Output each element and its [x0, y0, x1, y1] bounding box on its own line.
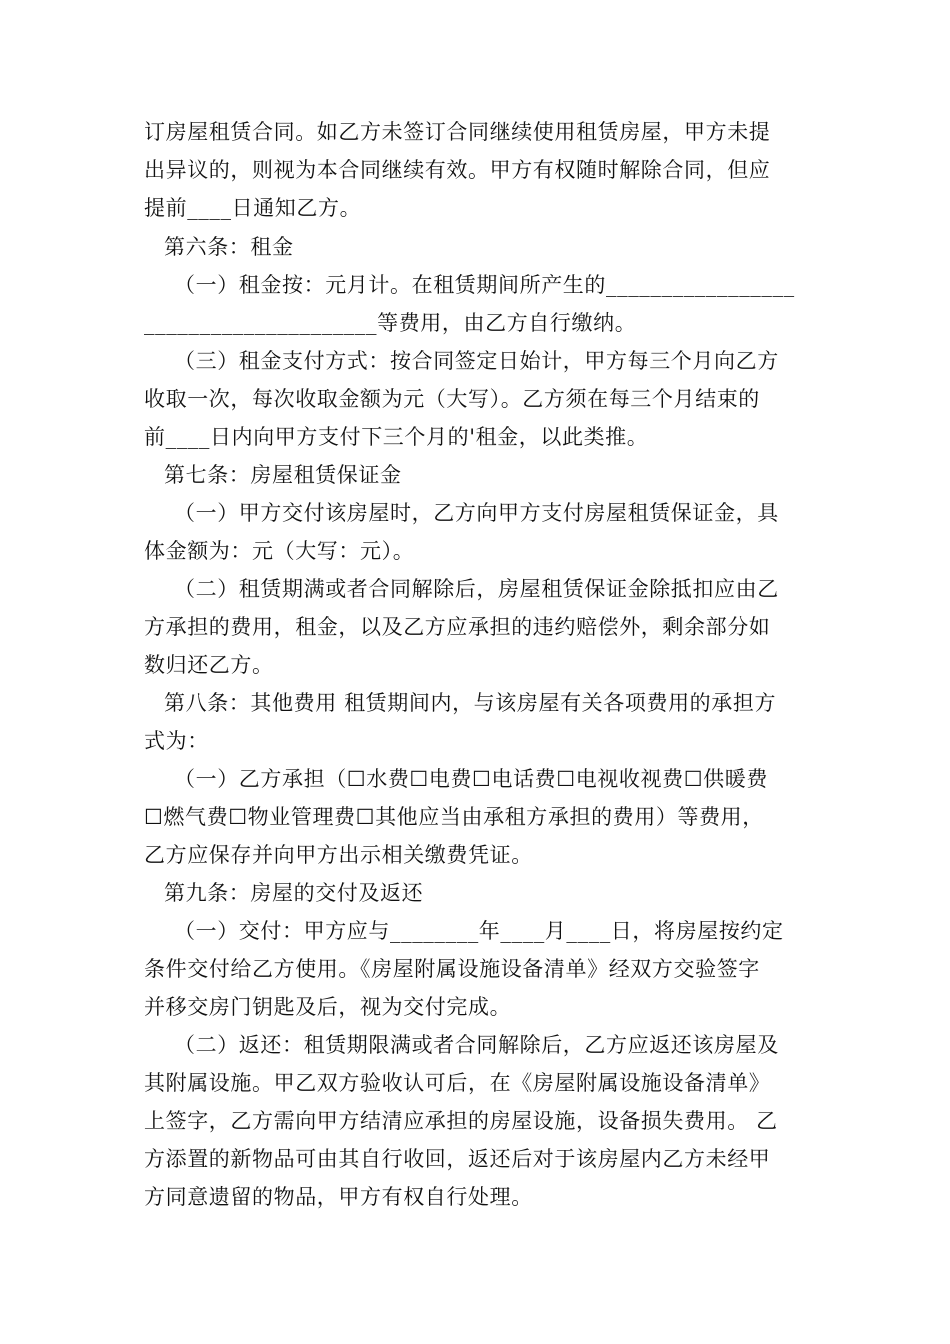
text-line-23: 条件交付给乙方使用。《房屋附属设施设备清单》经双方交验签字 — [144, 957, 760, 981]
text-line-8: 收取一次，每次收取金额为元（大写）。乙方须在每三个月结束的 — [144, 387, 760, 411]
text-line-1: 订房屋租赁合同。如乙方未签订合同继续使用租赁房屋，甲方未提 — [144, 120, 771, 144]
text-line-19: ☐燃气费☐物业管理费☐其他应当由承租方承担的费用）等费用， — [144, 805, 764, 829]
text-line-20: 乙方应保存并向甲方出示相关缴费凭证。 — [144, 843, 533, 867]
article-7-heading: 第七条：房屋租赁保证金 — [164, 463, 402, 487]
text-line-11: （一）甲方交付该房屋时，乙方向甲方支付房屋租赁保证金，具 — [174, 501, 779, 525]
text-line-12: 体金额为：元（大写：元）。 — [144, 539, 415, 563]
text-line-24: 并移交房门钥匙及后，视为交付完成。 — [144, 995, 512, 1019]
text-line-17: 式为： — [144, 729, 209, 753]
text-line-27: 上签字，乙方需向甲方结清应承担的房屋设施，设备损失费用。 乙 — [144, 1109, 778, 1133]
text-line-5: （一）租金按：元月计。在租赁期间所产生的_________________ — [174, 273, 795, 297]
text-line-9: 前____日内向甲方支付下三个月的'租金，以此类推。 — [144, 425, 649, 449]
text-line-14: 方承担的费用，租金，以及乙方应承担的违约赔偿外，剩余部分如 — [144, 615, 771, 639]
article-9-heading: 第九条：房屋的交付及返还 — [164, 881, 424, 905]
text-line-25: （二）返还：租赁期限满或者合同解除后，乙方应返还该房屋及 — [174, 1033, 779, 1057]
text-line-18: （一）乙方承担（☐水费☐电费☐电话费☐电视收视费☐供暖费 — [174, 767, 768, 791]
text-line-26: 其附属设施。甲乙双方验收认可后，在《房屋附属设施设备清单》 — [144, 1071, 771, 1095]
text-line-3: 提前____日通知乙方。 — [144, 196, 362, 220]
text-line-13: （二）租赁期满或者合同解除后，房屋租赁保证金除抵扣应由乙 — [174, 577, 779, 601]
article-8-heading: 第八条：其他费用 租赁期间内，与该房屋有关各项费用的承担方 — [164, 691, 777, 715]
text-line-22: （一）交付：甲方应与________年____月____日，将房屋按约定 — [174, 919, 784, 943]
text-line-15: 数归还乙方。 — [144, 653, 274, 677]
text-line-29: 方同意遗留的物品，甲方有权自行处理。 — [144, 1185, 533, 1209]
text-line-7: （三）租金支付方式：按合同签定日始计，甲方每三个月向乙方 — [174, 349, 779, 373]
text-line-6: _____________________等费用，由乙方自行缴纳。 — [144, 311, 637, 335]
text-line-2: 出异议的，则视为本合同继续有效。甲方有权随时解除合同，但应 — [144, 158, 771, 182]
article-6-heading: 第六条：租金 — [164, 235, 294, 259]
text-line-28: 方添置的新物品可由其自行收回，返还后对于该房屋内乙方未经甲 — [144, 1147, 771, 1171]
